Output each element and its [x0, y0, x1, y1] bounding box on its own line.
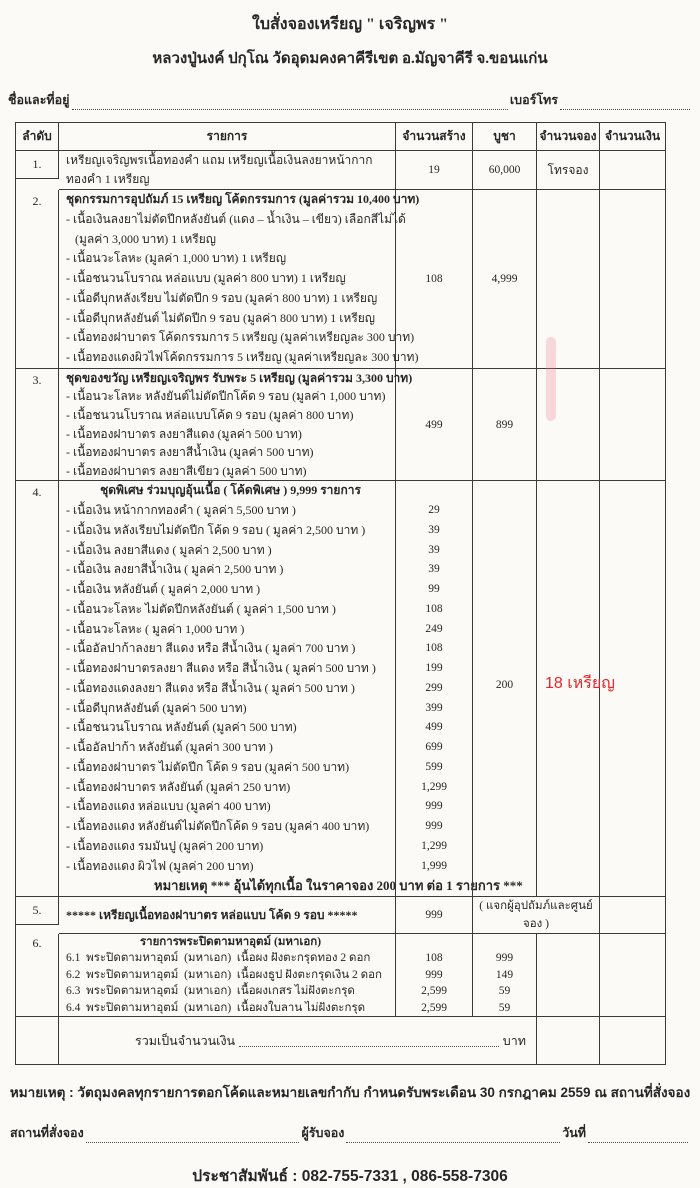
made-value: 249	[425, 622, 443, 635]
made-value: 39	[428, 563, 440, 576]
table-row	[16, 151, 666, 190]
contact-phone-line: ประชาสัมพันธ์ : 082-755-7331 , 086-558-7306	[192, 1168, 508, 1186]
col-header-item: รายการ	[59, 123, 396, 151]
row-made: 19	[396, 151, 473, 190]
list-item: - เนื้อทองแดงผิวไฟโค้ดกรรมการ 5 เหรียญ (มูลค่าเหรียญละ 300 บาท)	[66, 350, 419, 364]
total-label: รวมเป็นจำนวนเงิน	[135, 1033, 236, 1048]
date-blank	[588, 1130, 688, 1144]
list-item: 6.4 พระปิดตามหาอุตม์ (มหาเอก) เนื้อผงใบลาน ไม่ฝังตะกรุด	[66, 1001, 366, 1014]
row-order	[537, 481, 615, 897]
list-item: - เนื้อเงิน หลังยันต์ ( มูลค่า 2,000 บาท )	[66, 582, 261, 597]
list-item: - เนื้อทองฝาบาตร หลังยันต์ (มูลค่า 250 บาท)	[66, 779, 291, 794]
made-value: 1,299	[421, 839, 447, 852]
list-item: - เนื้อนวะโลหะ หลังยันต์ไม่ตัดปีกโค้ด 9 รอบ (มูลค่า 1,000 บาท)	[66, 389, 386, 404]
total-no-cell	[16, 1017, 59, 1065]
price-value: 999	[495, 952, 514, 965]
list-item: - เนื้อชนวนโบราณ หล่อแบบโค้ด 9 รอบ (มูลค่า 800 บาท)	[66, 407, 354, 422]
order-table	[15, 122, 666, 1065]
row-price: 4,999	[473, 190, 537, 369]
row-price: 200	[473, 481, 537, 897]
col-header-made: จำนวนสร้าง	[396, 123, 473, 151]
made-value: 1,299	[421, 780, 447, 793]
list-item: - เนื้อทองแดง รมมันปู (มูลค่า 200 บาท)	[66, 838, 264, 853]
price-value: 59	[498, 1001, 511, 1014]
list-item: - เนื้อทองแดง หล่อแบบ (มูลค่า 400 บาท)	[66, 799, 271, 814]
made-value: 999	[425, 820, 443, 833]
row-made: 499	[396, 369, 473, 482]
total-amount-cell	[600, 1017, 666, 1065]
row-order	[537, 934, 600, 1017]
price-value: 59	[498, 985, 511, 998]
list-item: - เนื้อทองแดงลงยา สีแดง หรือ สีน้ำเงิน ( มูลค่า 500 บาท )	[66, 680, 355, 695]
table-row	[16, 897, 666, 934]
row-item: เหรียญเจริญพรเนื้อทองคำ แถม เหรียญเนื้อเงินลงยาหน้ากากทองคำ 1 เหรียญ	[59, 151, 396, 190]
made-value: 399	[425, 701, 443, 714]
table-row	[16, 369, 666, 482]
made-value: 599	[425, 760, 443, 773]
list-item: - เนื้อนวะโลหะ ( มูลค่า 1,000 บาท )	[66, 621, 245, 636]
phone-label: เบอร์โทร	[509, 93, 558, 107]
handwritten-red-note: 18 เหรียญ	[545, 675, 615, 693]
made-value: 39	[428, 543, 440, 556]
list-item: - เนื้อเงิน หลังเรียบไม่ตัดปีก โค้ด 9 รอบ ( มูลค่า 2,500 บาท )	[66, 522, 366, 537]
name-address-blank	[72, 97, 508, 111]
table-row	[16, 934, 666, 1017]
list-item: - เนื้อทองแดง หลังยันต์ไม่ตัดปีกโค้ด 9 รอบ (มูลค่า 400 บาท)	[66, 819, 370, 834]
row-price: 899	[473, 369, 537, 482]
row-item-block	[59, 190, 420, 369]
row-amount	[600, 369, 666, 482]
set-lines	[66, 501, 395, 876]
set-title: ชุดพิเศษ ร่วมบุญอุ้นเนื้อ ( โค้ดพิเศษ ) 9,999 รายการ	[100, 483, 361, 498]
name-address-line	[8, 90, 692, 110]
page-title: ใบสั่งจองเหรียญ " เจริญพร "	[252, 16, 448, 33]
row-amount	[600, 190, 666, 369]
list-item: 6.1 พระปิดตามหาอุตม์ (มหาเอก) เนื้อผง ฝังตะกรุดทอง 2 ดอก	[66, 952, 371, 965]
page-subtitle: หลวงปู่นงค์ ปกุโณ วัดอุดมคงคาคีรีเขต อ.มัญจาคีรี จ.ขอนแก่น	[152, 51, 548, 67]
row-amount	[600, 934, 666, 1017]
set-lines	[66, 950, 395, 1016]
made-value: 108	[425, 602, 443, 615]
total-blank	[239, 1034, 499, 1048]
set-title: ชุดกรรมการอุปถัมภ์ 15 เหรียญ โค้ดกรรมการ (มูลค่ารวม 10,400 บาท)	[66, 192, 420, 206]
receiver-blank	[346, 1130, 560, 1144]
made-value: 2,599	[421, 985, 447, 998]
list-item: (มูลค่า 3,000 บาท) 1 เหรียญ	[66, 231, 216, 246]
made-value: 39	[428, 523, 440, 536]
col-header-no: ลำดับ	[16, 123, 59, 151]
row-price: 60,000	[473, 151, 537, 190]
list-item: - เนื้อเงินลงยาไม่ตัดปีกหลังยันต์ (แดง – น้ำเงิน – เขียว) เลือกสีไม่ได้	[66, 211, 406, 226]
row-price-column	[473, 934, 537, 1017]
made-value: 499	[425, 721, 443, 734]
made-value: 2,599	[421, 1001, 447, 1014]
list-item: - เนื้อดีบุกหลังเรียบ ไม่ตัดปีก 9 รอบ (มูลค่า 800 บาท) 1 เหรียญ	[66, 290, 378, 305]
row-amount	[600, 151, 666, 190]
row-amount	[600, 897, 666, 934]
signature-line	[10, 1123, 690, 1143]
made-value: 999	[425, 800, 443, 813]
made-value: 299	[425, 681, 443, 694]
name-address-label: ชื่อและที่อยู่	[8, 93, 70, 107]
price-value: 149	[495, 968, 514, 981]
row-made: 108	[396, 190, 473, 369]
row-made-column	[396, 934, 473, 1017]
row-note: ( แจกผู้อุปถัมภ์และศูนย์จอง )	[473, 897, 600, 934]
date-label: วันที่	[562, 1126, 586, 1141]
set-note: หมายเหตุ *** อุ้นได้ทุกเนื้อ ในราคาจอง 200 บาท ต่อ 1 รายการ ***	[154, 878, 523, 894]
row-item-block	[59, 369, 413, 482]
footer-note: หมายเหตุ : วัตถุมงคลทุกรายการตอกโค้ดและหมายเลขกำกับ กำหนดรับพระเดือน 30 กรกฎาคม 2559 ณ สถานที่สั่งจอง	[9, 1085, 691, 1101]
made-value: 699	[425, 741, 443, 754]
list-item: - เนื้ออัลปาก้าลงยา สีแดง หรือ สีน้ำเงิน ( มูลค่า 700 บาท )	[66, 641, 356, 656]
total-cell	[59, 1017, 537, 1065]
set-lines	[66, 387, 395, 480]
row-item-block	[59, 934, 396, 1017]
row-number: 1.	[16, 151, 59, 179]
set-title: ชุดของขวัญ เหรียญเจริญพร รับพระ 5 เหรียญ (มูลค่ารวม 3,300 บาท)	[66, 370, 413, 385]
col-header-order: จำนวนจอง	[537, 123, 600, 151]
list-item: - เนื้อชนวนโบราณ หล่อแบบ (มูลค่า 800 บาท) 1 เหรียญ	[66, 271, 346, 285]
made-value: 199	[425, 662, 443, 675]
row-item: ***** เหรียญเนื้อทองฝาบาตร หล่อแบบ โค้ด 9 รอบ *****	[59, 897, 396, 934]
list-item: - เนื้อนวะโลหะ (มูลค่า 1,000 บาท) 1 เหรียญ	[66, 251, 287, 266]
phone-blank	[560, 97, 690, 111]
list-item: - เนื้อทองฝาบาตร ไม่ตัดปีก โค้ด 9 รอบ (มูลค่า 500 บาท)	[66, 759, 350, 774]
row-number: 2.	[16, 190, 59, 369]
list-item: - เนื้อชนวนโบราณ หลังยันต์ (มูลค่า 500 บาท)	[66, 720, 297, 735]
list-item: - เนื้อเงิน ลงยาสีน้ำเงิน ( มูลค่า 2,500 บาท )	[66, 562, 284, 577]
row-number: 4.	[16, 481, 59, 897]
made-value: 99	[428, 583, 440, 596]
list-item: 6.3 พระปิดตามหาอุตม์ (มหาเอก) เนื้อผงเกสร ไม่ฝังตะกรุด	[66, 985, 355, 998]
total-row	[16, 1017, 666, 1065]
table-row	[16, 481, 666, 897]
row-made-column	[396, 481, 473, 897]
row-order: โทรจอง	[537, 151, 600, 190]
row-made: 999	[396, 897, 473, 934]
made-value: 108	[425, 952, 443, 965]
col-header-price: บูชา	[473, 123, 537, 151]
row-order	[537, 369, 600, 482]
made-value: 108	[425, 642, 443, 655]
row-order	[537, 190, 600, 369]
made-value: 1,999	[421, 859, 447, 872]
list-item: - เนื้อดีบุกหลังยันต์ ไม่ตัดปีก 9 รอบ (มูลค่า 800 บาท) 1 เหรียญ	[66, 310, 376, 325]
table-header-row	[16, 123, 666, 151]
place-blank	[86, 1130, 300, 1144]
list-item: - เนื้อนวะโลหะ ไม่ตัดปีกหลังยันต์ ( มูลค่า 1,500 บาท )	[66, 601, 336, 616]
list-item: - เนื้อทองฝาบาตร ลงยาสีแดง (มูลค่า 500 บาท)	[66, 426, 302, 441]
set-lines	[66, 210, 419, 368]
list-item: - เนื้ออัลปาก้า หลังยันต์ (มูลค่า 300 บาท )	[66, 740, 273, 755]
list-item: - เนื้อทองแดง ผิวไฟ (มูลค่า 200 บาท)	[66, 858, 254, 873]
set-title: รายการพระปิดตามหาอุตม์ (มหาเอก)	[139, 936, 322, 949]
receiver-label: ผู้รับจอง	[301, 1126, 345, 1141]
list-item: 6.2 พระปิดตามหาอุตม์ (มหาเอก) เนื้อผงธูป ฝังตะกรุดเงิน 2 ดอก	[66, 968, 383, 981]
list-item: - เนื้อดีบุกหลังยันต์ (มูลค่า 500 บาท)	[66, 700, 247, 715]
made-value: 999	[425, 968, 443, 981]
list-item: - เนื้อทองฝาบาตร โค้ดกรรมการ 5 เหรียญ (มูลค่าเหรียญละ 300 บาท)	[66, 330, 415, 345]
row-number: 5.	[16, 897, 59, 925]
row-number: 3.	[16, 369, 59, 482]
made-value: 29	[428, 504, 440, 517]
list-item: - เนื้อเงิน หน้ากากทองคำ ( มูลค่า 5,500 บาท )	[66, 503, 296, 518]
place-label: สถานที่สั่งจอง	[10, 1126, 84, 1141]
col-header-amount: จำนวนเงิน	[600, 123, 666, 151]
table-row	[16, 190, 666, 369]
row-number: 6.	[16, 934, 59, 1017]
list-item: - เนื้อทองฝาบาตรลงยา สีแดง หรือ สีน้ำเงิน ( มูลค่า 500 บาท )	[66, 661, 376, 676]
total-order-cell	[537, 1017, 600, 1065]
list-item: - เนื้อเงิน ลงยาสีแดง ( มูลค่า 2,500 บาท )	[66, 542, 272, 557]
list-item: - เนื้อทองฝาบาตร ลงยาสีเขียว (มูลค่า 500 บาท)	[66, 463, 307, 478]
total-unit: บาท	[502, 1033, 526, 1048]
list-item: - เนื้อทองฝาบาตร ลงยาสีน้ำเงิน (มูลค่า 500 บาท)	[66, 445, 314, 460]
